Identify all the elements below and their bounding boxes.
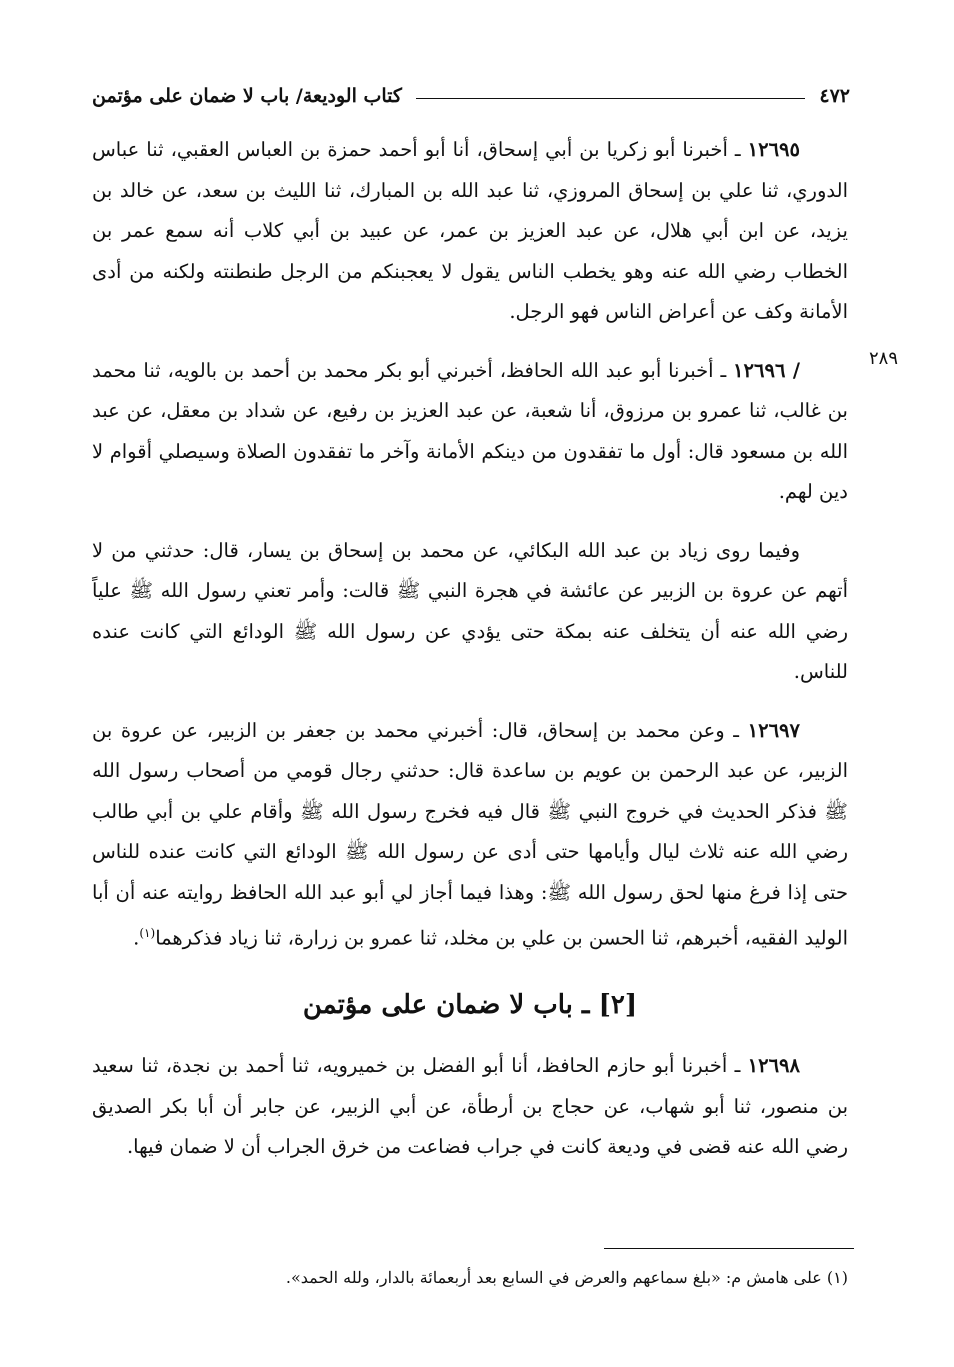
hadith-paragraph — [92, 711, 848, 960]
page-header — [92, 78, 850, 114]
hadith-number: ١٢٦٩٧ — [747, 718, 800, 742]
margin-page-reference: ٢٨٩ — [868, 348, 898, 369]
paragraph-end: . — [133, 926, 140, 950]
footnote-divider — [604, 1248, 854, 1249]
hadith-text: ـ أخبرنا أبو زكريا بن أبي إسحاق، أنا أبو أحمد حمزة بن العباس العقبي، ثنا عباس الدوري، ثنا علي بن إسحاق المروزي، ثنا عبد الله بن المبارك، ثنا الليث بن سعد، عن خالد بن يزيد، عن ابن أبي هلال، عن عبد العزيز بن عمر، عن عبيد بن أبي كلاب أنه سمع عمر بن الخطاب رضي الله عنه وهو يخطب الناس يقول لا يعجبنكم من الرجل طنطنته ولكنه من أدى الأمانة وكف عن أعراض الناس فهو الرجل. — [92, 138, 848, 323]
section-heading: [٢] ـ باب لا ضمان على مؤتمن — [302, 990, 638, 1020]
hadith-text: ـ أخبرنا أبو حازم الحافظ، أنا أبو الفضل بن خميرويه، ثنا أحمد بن نجدة، ثنا سعيد بن منصور، ثنا أبو شهاب، عن حجاج بن أرطأة، عن أبي الزبير، عن جابر أن أبا بكر الصديق رضي الله عنه قضى في وديعة كانت في جراب فضاعت من خرق الجراب أن لا ضمان فيها. — [92, 1054, 848, 1158]
hadith-number: / ١٢٦٩٦ — [733, 358, 800, 382]
footnote: (١) على هامش م: «بلغ سماعهم والعرض في السابع بعد أربعمائة بالدار، ولله الحمد». — [285, 1268, 848, 1287]
header-rule — [416, 98, 805, 99]
running-title: كتاب الوديعة/ باب لا ضمان على مؤتمن — [92, 85, 402, 107]
main-text — [92, 130, 848, 977]
hadith-paragraph — [92, 1046, 848, 1168]
hadith-paragraph — [92, 130, 848, 333]
hadith-number: ١٢٦٩٨ — [747, 1054, 800, 1077]
page-number: ٤٧٢ — [819, 85, 850, 107]
narration-paragraph — [92, 531, 848, 693]
hadith-text: ـ وعن محمد بن إسحاق، قال: أخبرني محمد بن جعفر بن الزبير، عن عروة بن الزبير، عن عبد الرحمن بن عويم بن ساعدة قال: حدثني رجال قومي من أصحاب رسول الله ﷺ فذكر الحديث في خروج النبي ﷺ قال فيه فخرج رسول الله ﷺ وأقام علي بن أبي طالب رضي الله عنه ثلاث ليال وأيامها حتى أدى عن رسول الله ﷺ الودائع التي كانت عنده للناس حتى إذا فرغ منها لحق رسول الله ﷺ: وهذا فيما أجاز لي أبو عبد الله الحافظ روايته عنه أن أبا الوليد الفقيه، أخبرهم، ثنا الحسن بن علي بن مخلد، ثنا عمرو بن زرارة، ثنا زياد فذكرهما — [92, 718, 848, 950]
hadith-text: ـ أخبرنا أبو عبد الله الحافظ، أخبرني أبو بكر محمد بن أحمد بن بالويه، ثنا محمد بن غالب، ثنا عمرو بن مرزوق، أنا شعبة، عن عبد العزيز بن رفيع، عن شداد بن معقل، عن عبد الله بن مسعود قال: أول ما تفقدون من دينكم الأمانة وآخر ما تفقدون الصلاة وسيصلي أقوام لا دين لهم. — [92, 358, 848, 503]
footnote-reference[interactable]: (١) — [139, 926, 156, 940]
hadith-paragraph — [92, 351, 848, 513]
section-text — [92, 1046, 848, 1186]
narration-text: وفيما روى زياد بن عبد الله البكائي، عن محمد بن إسحاق بن يسار، قال: حدثني من لا أتهم عن عروة بن الزبير عن عائشة في هجرة النبي ﷺ قالت: وأمر تعني رسول الله ﷺ علياً رضي الله عنه أن يتخلف عنه بمكة حتى يؤدي عن رسول الله ﷺ الودائع التي كانت عنده للناس. — [92, 538, 848, 683]
hadith-number: ١٢٦٩٥ — [747, 138, 800, 161]
